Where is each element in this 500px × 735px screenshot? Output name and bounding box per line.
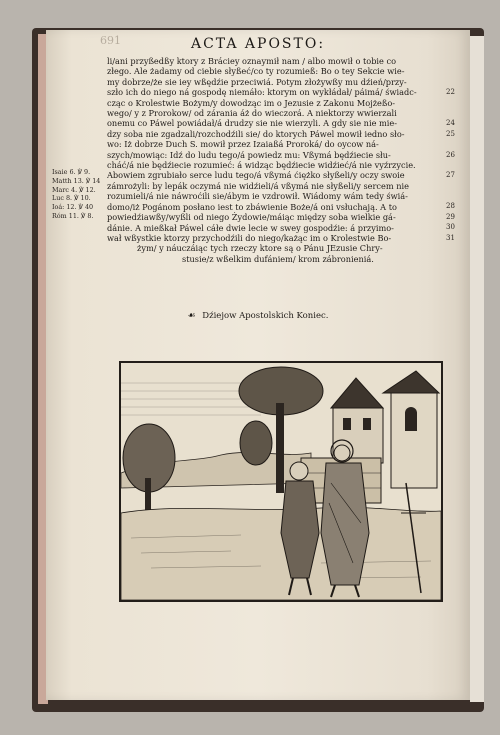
verse-number: 24	[446, 119, 455, 128]
finis-text: Dźiejow Apostolskich Koniec.	[202, 311, 329, 321]
verse-number: 26	[446, 150, 455, 159]
woodcut-illustration	[119, 361, 443, 602]
text-line: żym/ y náuczáiąc tych rzeczy ktore są o Pánu JEzusie Chry-	[137, 243, 383, 254]
verse-number: 29	[446, 212, 455, 221]
text-line: szych/mowiąc: Idź do ludu tego/á powiedz mu: Vßymá będźiecie słu-	[107, 149, 391, 160]
text-line: cháć/á nie będźiecie rozumieć: á widząc będźiecie widźieć/á nie vyźrzycie.	[107, 160, 416, 171]
running-head: ACTA APOSTO:	[190, 36, 326, 52]
verse-number	[446, 160, 466, 170]
marginal-ref: Isaie 6. ℣ 9.	[52, 168, 91, 176]
verse-numbers	[446, 56, 466, 243]
verse-number	[446, 66, 466, 76]
marginal-ref: Luc 8. ℣ 10.	[52, 194, 91, 203]
fore-edge	[470, 36, 484, 702]
verse-number: 25	[446, 129, 455, 138]
marginal-ref: Róm 11. ℣ 8.	[52, 211, 94, 220]
marginal-ref: Ioá: 12. ℣ 40	[52, 203, 94, 212]
text-line: cząc o Krolestwie Bożym/y dowodząc im o Jezusie z Zakonu Mojżeßo-	[107, 97, 396, 108]
fleuron-icon: ☙	[187, 311, 196, 321]
verse-number	[446, 77, 466, 87]
verse-number	[446, 56, 466, 66]
verse-number	[446, 191, 466, 201]
text-line: szło ich do niego ná gospodę niemáło: ktorym on wykłádał/ páimá/ świadc-	[107, 87, 417, 98]
verse-number	[446, 108, 466, 118]
verse-number: 28	[446, 202, 455, 211]
text-line: Abowiem zgrubiało serce ludu tego/á vßymá ćiężko słyßeli/y oczy swoie	[107, 170, 405, 181]
verse-number: 31	[446, 233, 455, 242]
verse-number	[446, 181, 466, 191]
text-line: powiedźiawßy/wyßli od niego Żydowie/máiąc między soba wielkie gá-	[107, 212, 396, 223]
marginal-ref: Marc 4. ℣ 12.	[52, 185, 96, 194]
text-line: wał wßystkie ktorzy przychodźili do niego/każąc im o Krolestwie Bo-	[107, 232, 392, 243]
text-line: onemu co Páwel powiádał/á drudzy sie nie wierzyli. A gdy sie nie mie-	[107, 118, 398, 129]
verse-number: 27	[446, 171, 455, 180]
text-line: wego/ y z Prorokow/ od zárania áż do wieczorá. A niektorzy wwierzali	[107, 108, 397, 119]
verse-number	[446, 139, 466, 149]
finis-line	[46, 311, 470, 321]
body-text	[107, 56, 456, 264]
text-line: rozumieli/á nie náwroćili sie/ábym ie vzdrowił. Wiádomy wám tedy świá-	[107, 191, 408, 202]
text-line: wo: Iż dobrze Duch S. mowił przez Izaiaßá Proroká/ do oycow ná-	[107, 139, 379, 150]
text-line: li/ani przyßedßy ktory z Bráciey oznaymił nam / albo mowił o tobie co	[107, 56, 397, 66]
text-line: stusie/z wßelkim dufániem/ krom zábronieniá.	[182, 253, 374, 264]
text-line: domo/iż Pogánom posłano iest to zbáwienie Boże/á oni vsłuchają. A to	[107, 201, 397, 212]
marginal-references	[52, 168, 110, 221]
verse-number: 30	[446, 223, 455, 232]
text-line: dánie. A mießkał Páwel cáłe dwie lecie w swey gospodźie: á przyimo-	[107, 222, 394, 233]
verse-number	[446, 98, 466, 108]
text-line: złego. Ale żadamy od ciebie słyßeć/co ty rozumieß: Bo o tey Sekcie wie-	[107, 66, 405, 77]
text-line: dzy soba nie zgadzali/rozchodźili sie/ do ktorych Páwel mowił iedno sło-	[107, 128, 405, 139]
marginal-ref: Matth 13. ℣ 14	[52, 176, 101, 185]
text-line: zámrożyli: by lepák oczymá nie widźieli/á vßymá nie słyßeli/y sercem nie	[107, 180, 409, 191]
verse-number: 22	[446, 88, 455, 97]
woodcut-picture	[121, 363, 441, 600]
book-page	[46, 30, 470, 700]
text-line: my dobrze/że sie iey wßędźie przeciwiá. Potym złożywßy mu dźień/przy-	[107, 76, 407, 87]
folio-number: 691	[100, 34, 121, 47]
